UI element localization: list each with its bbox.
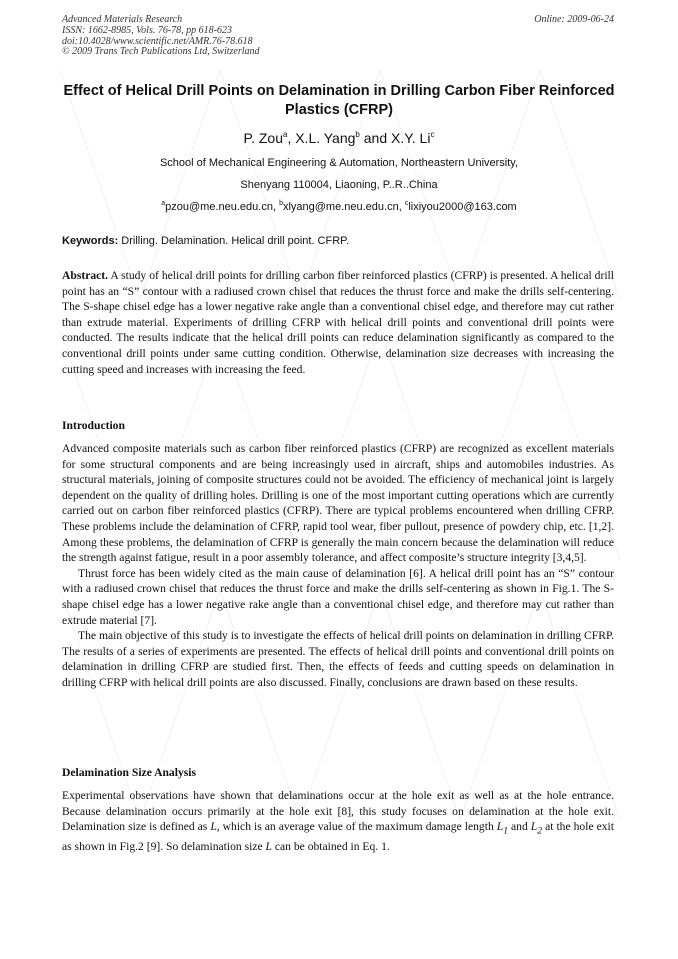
- delamination-body: [62, 788, 614, 855]
- email-address: lixiyou2000@163.com: [408, 201, 517, 213]
- journal-name: Advanced Materials Research: [62, 14, 183, 25]
- author-name: P. Zou: [243, 130, 283, 146]
- issn-line: ISSN: 1662-8985, Vols. 76-78, pp 618-623: [62, 24, 232, 36]
- doi-line: doi:10.4028/www.scientific.net/AMR.76-78.618: [62, 35, 253, 47]
- paper-title: Effect of Helical Drill Points on Delamination in Drilling Carbon Fiber Reinforced Plastics (CFRP): [63, 83, 615, 118]
- keywords-label: Keywords:: [62, 235, 119, 247]
- affiliation-line-2: Shenyang 110004, Liaoning, P..R..China: [240, 179, 438, 191]
- text-run: , which is an average value of the maximum damage length: [216, 820, 497, 834]
- symbol-L: L: [265, 840, 272, 854]
- journal-header: [62, 15, 260, 58]
- subscript-2: 2: [537, 825, 543, 837]
- email-address: pzou@me.neu.edu.cn,: [165, 201, 280, 213]
- author-name: X.L. Yang: [295, 130, 356, 146]
- email-mark: a: [161, 200, 166, 207]
- author-affil-mark: c: [430, 130, 435, 139]
- subscript-1: 1: [503, 825, 509, 837]
- abstract-label: Abstract.: [62, 269, 109, 282]
- author-name: X.Y. Li: [391, 130, 431, 146]
- author-separator: and: [359, 130, 392, 146]
- delamination-heading: Delamination Size Analysis: [62, 766, 196, 779]
- author-affil-mark: b: [355, 130, 360, 139]
- copyright-line: © 2009 Trans Tech Publications Ltd, Switzerland: [62, 46, 260, 58]
- abstract-block: [62, 268, 614, 377]
- introduction-heading: Introduction: [62, 419, 125, 432]
- introduction-body: [62, 441, 614, 691]
- author-affil-mark: a: [282, 130, 288, 139]
- paragraph: The main objective of this study is to investigate the effects of helical drill points on delamination in drilling CFRP. The results of a series of experiments are presented. The effects of helical drill points and conventional drill points on delamination in drilling CFRP are studied first. Then, the effects of feeds and cutting speeds on delamination in drilling CFRP with helical drill points are also discussed. Finally, conclusions are drawn based on these results.: [62, 629, 614, 689]
- author-list: [62, 129, 616, 147]
- email-mark: c: [404, 200, 409, 207]
- symbol-L: L: [210, 820, 217, 834]
- text-run: and: [508, 820, 531, 834]
- abstract-text: A study of helical drill points for drilling carbon fiber reinforced plastics (CFRP) is presented. A helical drill point has an “S” contour with a radiused crown chisel that reduces the thrust force and make the drills self-centering. The S-shape chisel edge has a lower negative rake angle than a conventional chisel edge, and therefore may cut rather than extrude material. Experiments of drilling CFRP with helical drill points and conventional drill points were conducted. The results indicate that the helical drill points can reduce delamination significantly as compared to the conventional drill points under same cutting condition. Otherwise, delamination size decreases with increasing the cutting speed and increases with increasing the feed.: [62, 269, 614, 376]
- symbol-L2: L: [530, 820, 538, 834]
- paragraph: Advanced composite materials such as carbon fiber reinforced plastics (CFRP) are recognized as excellent materials for some structural components and are being increasingly used in aircraft, ships and automobiles industries. As structural materials, joining of composite structures could not be avoided. The efficiency of mechanical joint is largely dependent on the quality of drilling holes. Drilling is one of the most important cutting operations which are currently carried out on carbon fiber reinforced plastics (CFRP). There are typical problems encountered when drilling CFRP. These problems include the delamination of CFRP, rapid tool wear, fiber pullout, presence of powdery chip, etc. [1,2]. Among these problems, the delamination of CFRP is generally the main concern because the delamination will reduce the strength against fatigue, result in a poor assembly tolerance, and affect composite’s structure integrity [3,4,5].: [62, 442, 614, 565]
- email-mark: b: [279, 200, 283, 207]
- online-date: Online: 2009-06-24: [534, 14, 614, 25]
- text-run: can be obtained in Eq. 1.: [271, 840, 390, 854]
- text-run: Experimental observations have shown that delaminations occur at the hole exit as well as at the hole entrance. Because delamination occurs primarily at the hole exit [8], this study focuses on delamination at the hole exit. Delamination size is defined as: [62, 789, 614, 834]
- text-run: at the hole exit as shown in Fig.2 [9]. So delamination size: [62, 820, 614, 854]
- keywords-line: [62, 235, 349, 247]
- symbol-L1: L: [496, 820, 504, 834]
- email-address: xlyang@me.neu.edu.cn,: [282, 201, 405, 213]
- paragraph: [62, 788, 614, 855]
- email-line: [62, 201, 616, 213]
- affiliation-line-1: School of Mechanical Engineering & Automation, Northeastern University,: [159, 157, 519, 169]
- keywords-text: Drilling. Delamination. Helical drill point. CFRP.: [118, 235, 350, 247]
- author-separator: ,: [287, 130, 296, 146]
- paragraph: Thrust force has been widely cited as the main cause of delamination [6]. A helical drill point has an “S” contour with a radiused crown chisel that reduces the thrust force and make the drills self-centering as shown in Fig.1. The S-shape chisel edge has a lower negative rake angle than a conventional chisel edge, and therefore may cut rather than extrude material [7].: [62, 566, 614, 627]
